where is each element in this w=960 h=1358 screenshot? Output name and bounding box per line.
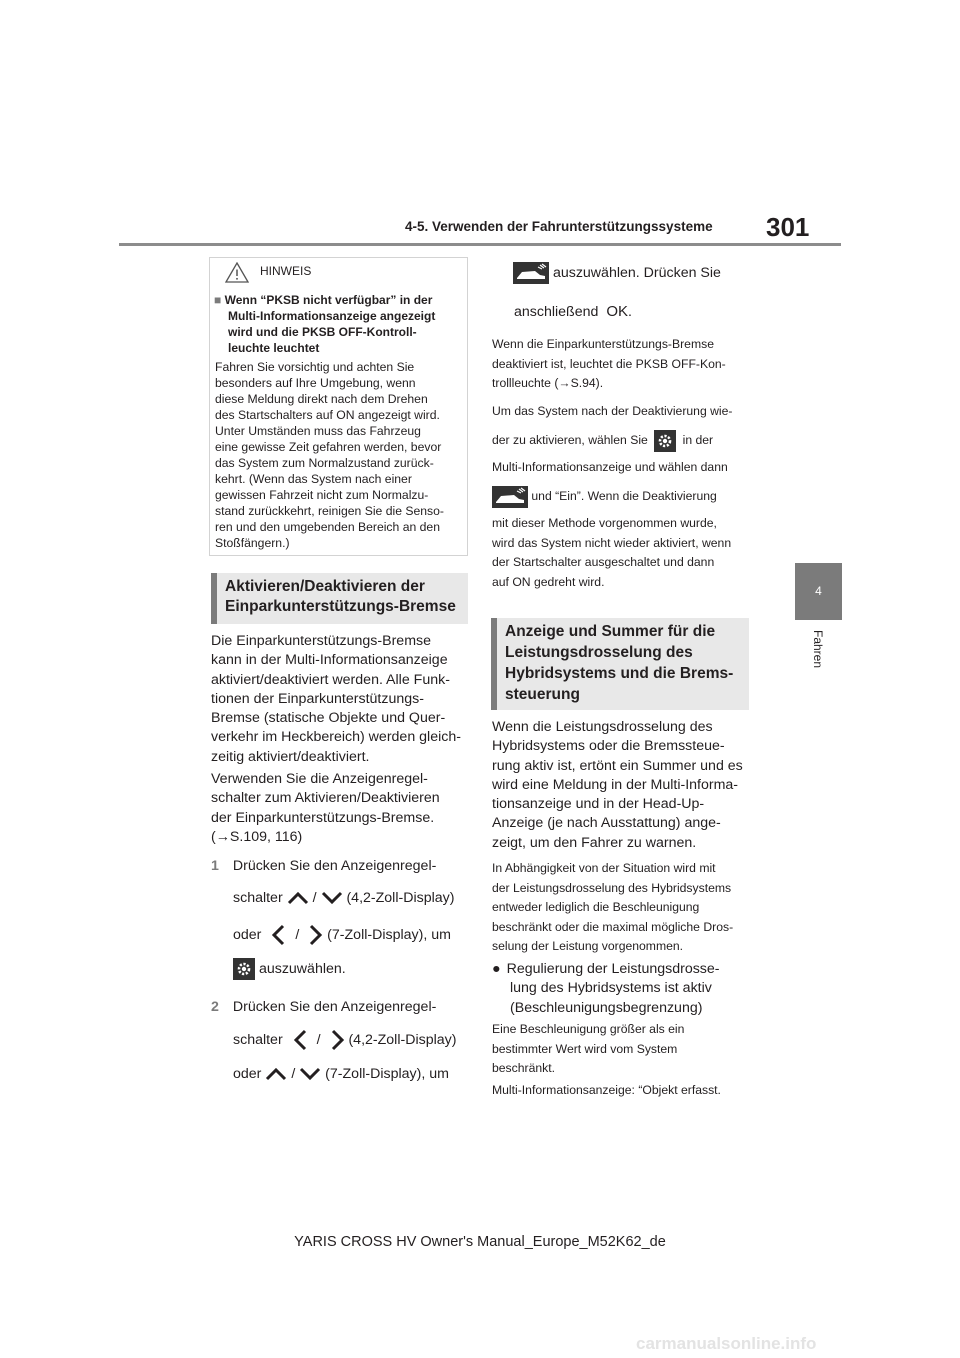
pksb-car-sensor-icon: [513, 262, 549, 284]
note-title: ■ Wenn “PKSB nicht verfügbar” in der Multi-Informationsanzeige angezeigt wird und die PKSB OFF-Kontroll- leuchte leuchtet: [214, 293, 436, 355]
page-number: 301: [766, 212, 810, 242]
step-1-line3: oder / (7-Zoll-Display), um: [233, 924, 451, 946]
step-2: 2 Drücken Sie den Anzeigenregel-: [211, 999, 437, 1015]
section-title: 4-5. Verwenden der Fahrunterstützungssysteme: [405, 219, 713, 234]
arrow-right-icon: [307, 924, 323, 946]
watermark: carmanualsonline.info: [636, 1334, 817, 1353]
arrow-down-icon: [321, 891, 343, 905]
right-line1: auszuwählen. Drücken Sie: [513, 262, 721, 284]
bullet-item: ● Regulierung der Leistungsdrosse- lung des Hybridsystems ist aktiv (Beschleunigungsbegrenzung): [492, 961, 720, 1016]
chapter-tab-label: Fahren: [811, 629, 825, 669]
reactivate-note-b: der zu aktivieren, wählen Sie in der: [492, 430, 713, 452]
settings-gear-icon: [654, 430, 676, 452]
reactivate-note-d: und “Ein”. Wenn die Deaktivierung: [492, 486, 717, 508]
step-2-line3: oder / (7-Zoll-Display), um: [233, 1066, 449, 1082]
arrow-down-icon: [299, 1067, 321, 1081]
bullet-dot-icon: ●: [492, 961, 501, 977]
chapter-tab[interactable]: 4: [795, 563, 842, 620]
header-divider: [119, 243, 841, 246]
right-line2: anschließend OK.: [514, 303, 632, 320]
switch-paragraph: Verwenden Sie die Anzeigenregel- schalter zum Aktivieren/Deaktivieren der Einparkunterstützungs-Bremse. (→S.109, 116): [211, 770, 471, 847]
page-reference-link[interactable]: (→S.109, 116): [211, 828, 303, 845]
buzzer-paragraph: Wenn die Leistungsdrosselung des Hybridsystems oder die Bremssteue- rung aktiv ist, ertönt ein Summer und es wird eine Meldung in der Multi-Informa- tionsanzeige und in der Head-Up- Anzeige (je nach Ausstattung) ange- zeigt, um den Fahrer zu warnen.: [492, 719, 743, 851]
arrow-left-icon: [293, 1029, 309, 1051]
reactivate-note-a: Um das System nach der Deaktivierung wie-: [492, 404, 733, 418]
square-bullet-icon: ■: [214, 293, 222, 307]
section-heading-display-buzzer: Anzeige und Summer für die Leistungsdrosselung des Hybridsystems und die Brems- steuerung: [491, 618, 749, 710]
arrow-up-icon: [287, 891, 309, 905]
note-heading: HINWEIS: [260, 264, 312, 278]
step-2-line2: schalter / (4,2-Zoll-Display): [233, 1029, 456, 1051]
page-reference-link[interactable]: trollleuchte (→S.94).: [492, 376, 604, 390]
warning-triangle-icon: [225, 262, 249, 283]
pksb-off-note: Wenn die Einparkunterstützungs-Bremse deaktiviert ist, leuchtet die PKSB OFF-Kon- trollleuchte (→S.94).: [492, 335, 752, 394]
arrow-left-icon: [271, 924, 287, 946]
note-body: Fahren Sie vorsichtig und achten Sie besonders auf Ihre Umgebung, wenn diese Meldung direkt nach dem Drehen des Startschalters auf ON angezeigt wird. Unter Umständen muss das Fahrzeug eine gewisse Zeit gefahren werden, bevor das System zum Normalzustand zurück- kehrt. (Wenn das System nach einer gewissen Fahrzeit nicht zum Normalzu- stand zurückkehrt, reinigen Sie die Senso- ren und den umgebenden Bereich an den Stoßfängern.): [215, 360, 444, 550]
pksb-car-sensor-icon: [492, 486, 528, 508]
section-heading-activate: Aktivieren/Deaktivieren der Einparkunterstützungs-Bremse: [211, 573, 468, 624]
step-1-line4: auszuwählen.: [233, 958, 346, 980]
intro-paragraph: Die Einparkunterstützungs-Bremse kann in der Multi-Informationsanzeige aktiviert/deaktiviert werden. Alle Funk- tionen der Einparkunterstützungs- Bremse (statische Objekte und Quer- verkehr im Heckbereich) werden gleich- zeitig aktiviert/deaktiviert.: [211, 633, 461, 765]
step-1: 1 Drücken Sie den Anzeigenregel-: [211, 858, 437, 874]
ok-button-glyph: OK: [606, 303, 629, 320]
footer-manual-id: YARIS CROSS HV Owner's Manual_Europe_M52K62_de: [294, 1234, 666, 1250]
arrow-up-icon: [265, 1067, 287, 1081]
display-message-note: Multi-Informationsanzeige: “Objekt erfasst.: [492, 1083, 721, 1097]
situation-note: In Abhängigkeit von der Situation wird mit der Leistungsdrosselung des Hybridsystems entweder lediglich die Beschleunigung beschränkt oder die maximal mögliche Dros- selung der Leistung vorgenommen.: [492, 861, 734, 953]
acceleration-note: Eine Beschleunigung größer als ein bestimmter Wert wird vom System beschränkt.: [492, 1022, 685, 1075]
step-1-line2: schalter / (4,2-Zoll-Display): [233, 890, 455, 906]
arrow-right-icon: [329, 1029, 345, 1051]
reactivate-note-c: Multi-Informationsanzeige und wählen dann: [492, 460, 728, 474]
reactivate-note-rest: mit dieser Methode vorgenommen wurde, wird das System nicht wieder aktiviert, wenn der Startschalter ausgeschaltet und dann auf ON gedreht wird.: [492, 516, 732, 589]
settings-gear-icon: [233, 958, 255, 980]
